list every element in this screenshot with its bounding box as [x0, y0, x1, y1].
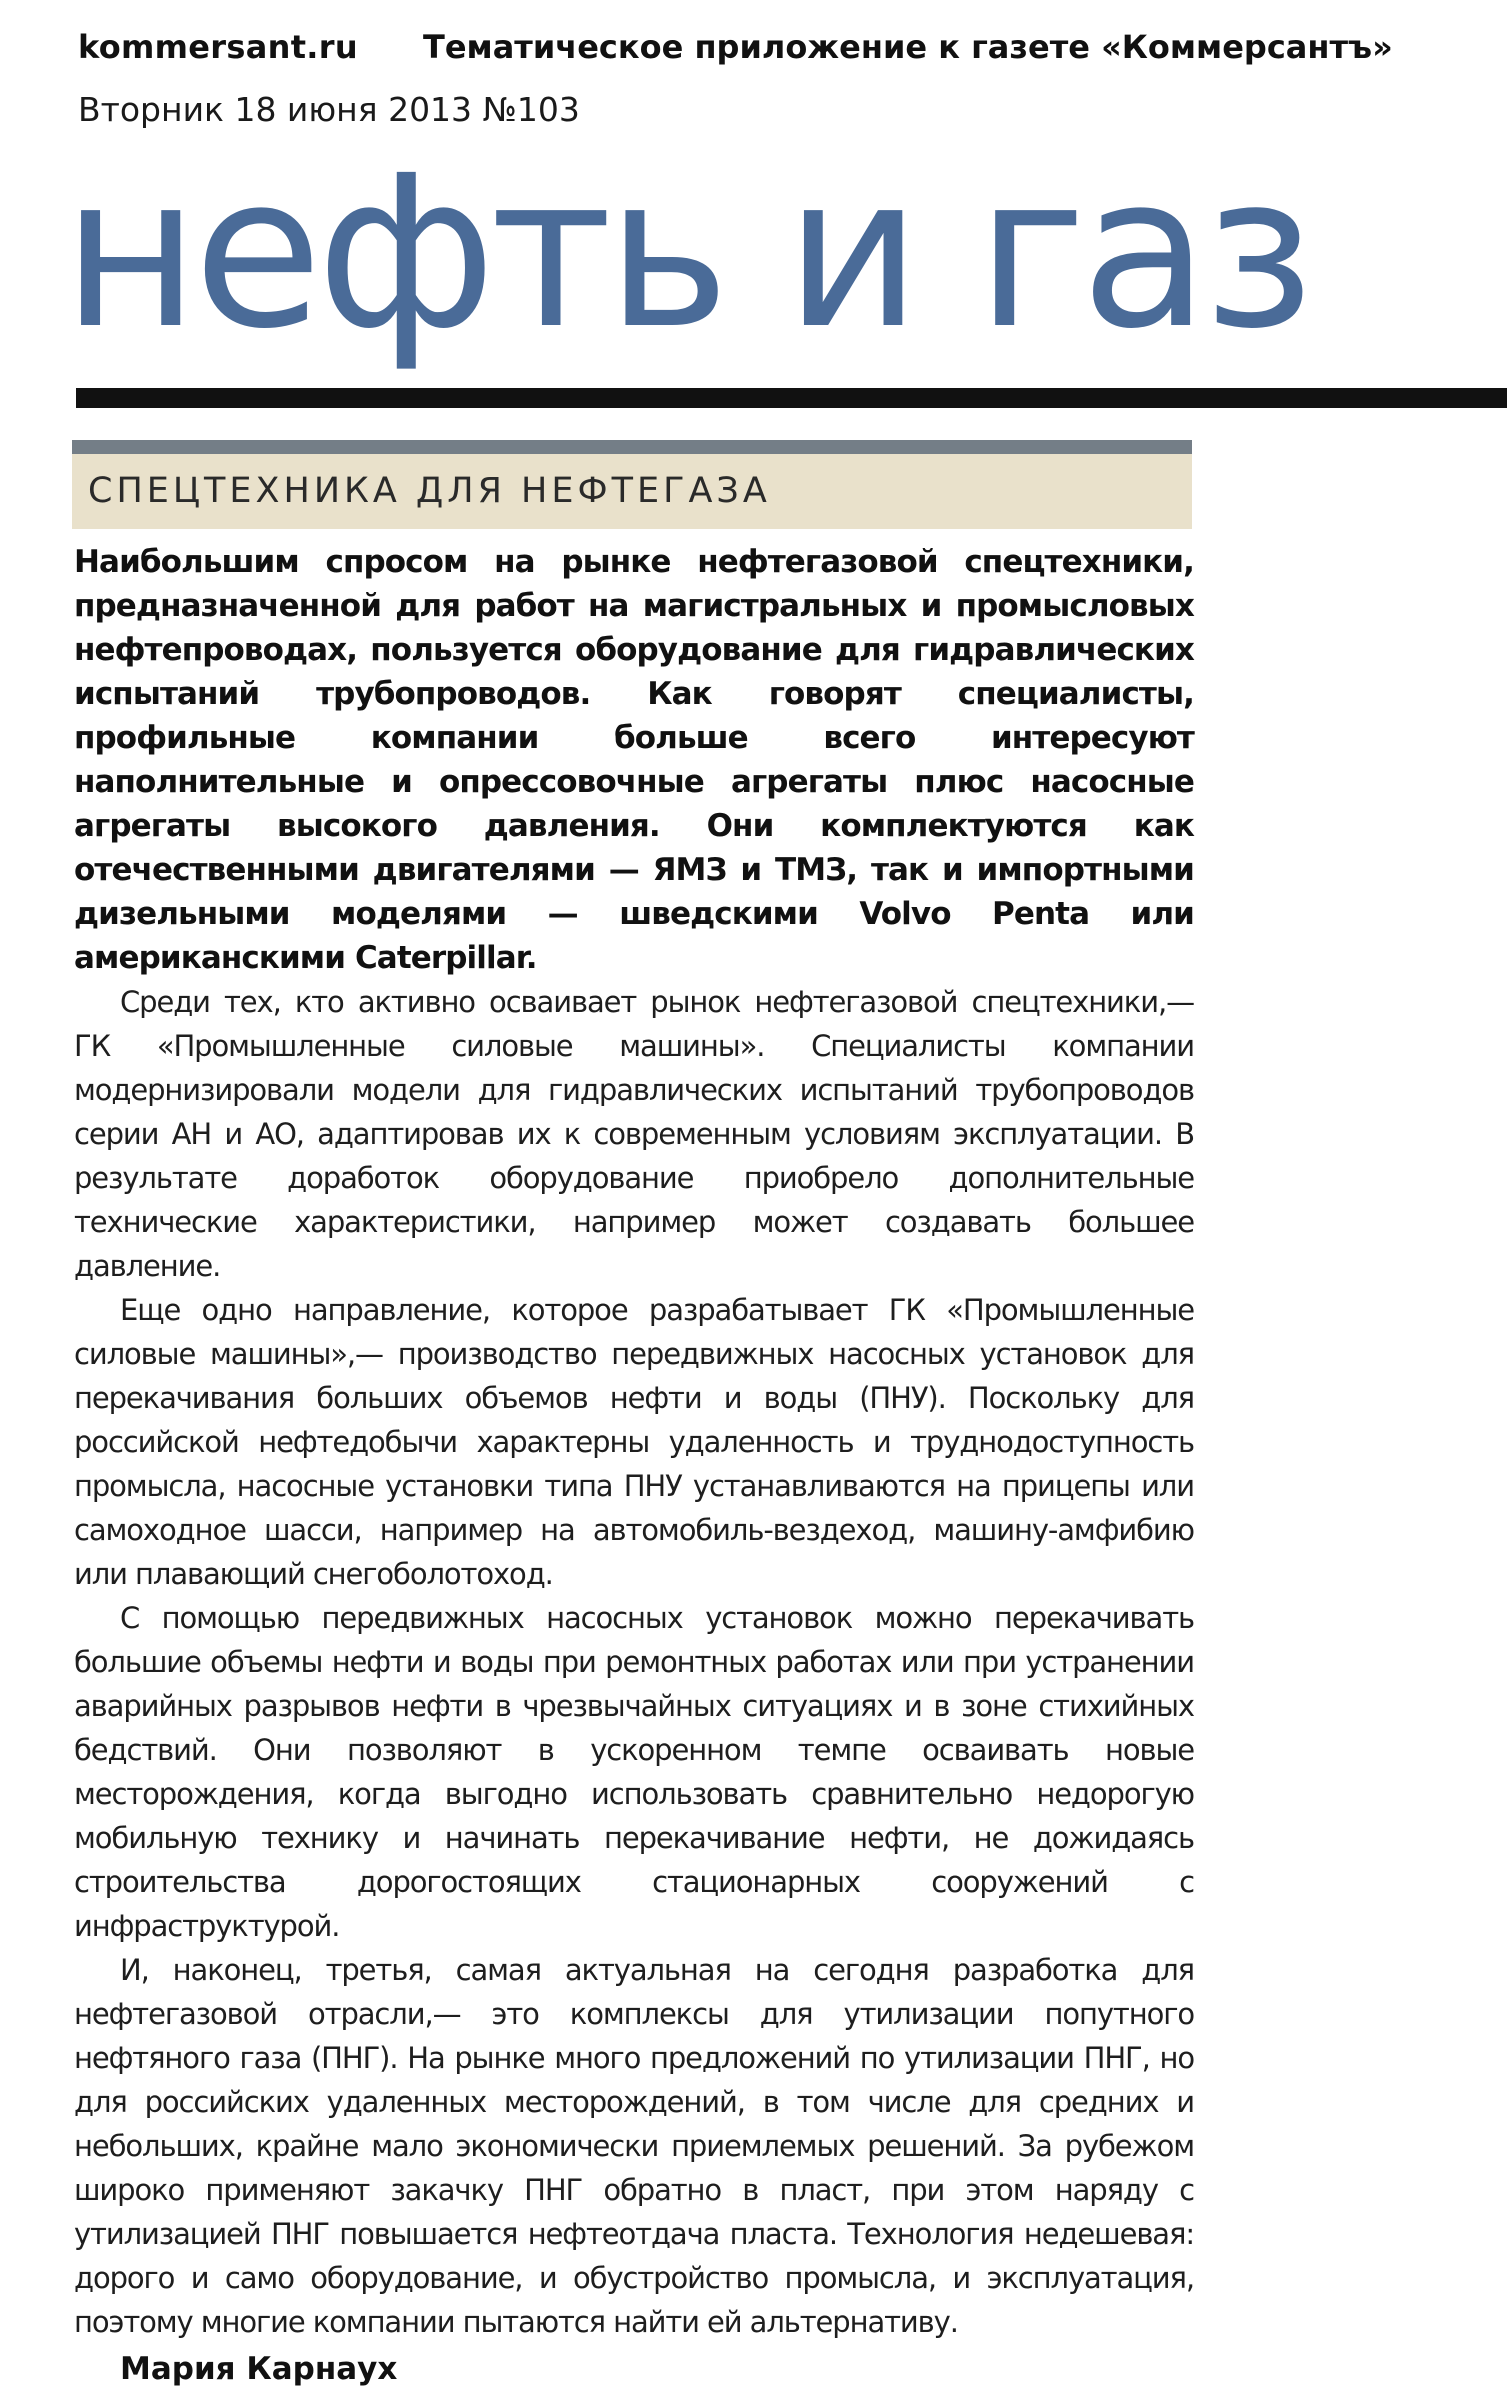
- section-bar-top-stripe: [72, 440, 1192, 454]
- article-author: Мария Карнаух: [120, 2351, 398, 2387]
- dateline: Вторник 18 июня 2013 №103: [78, 90, 580, 129]
- section-bar: [72, 454, 1192, 529]
- article-paragraph: И, наконец, третья, самая актуальная на сегодня разработка для нефтегазовой отрасли,— это комплексы для утилизации попутного нефтяного газа (ПНГ). На рынке много предложений по утилизации ПНГ, но для российских удаленных месторождений, в том числе для средних и небольших, крайне мало экономически приемлемых решений. За рубежом широко применяют закачку ПНГ обратно в пласт, при этом наряду с утилизацией ПНГ повышается нефтеотдача пласта. Технология недешевая: дорого и само оборудование, и обустройство промысла, и эксплуатация, поэтому многие компании пытаются найти ей альтернативу.: [74, 1953, 1194, 2339]
- article-lead: Наибольшим спросом на рынке нефтегазовой спецтехники, предназначенной для работ на магистральных и промысловых нефтепроводах, пользуется оборудование для гидравлических испытаний трубопроводов. Как говорят специалисты, профильные компании больше всего интересуют наполнительные и опрессовочные агрегаты плюс насосные агрегаты высокого давления. Они комплектуются как отечественными двигателями — ЯМЗ и ТМЗ, так и импортными дизельными моделями — шведскими Volvo Penta или американскими Caterpillar.: [74, 544, 1194, 976]
- page-title: нефть и газ: [62, 130, 1309, 375]
- section-label: СПЕЦТЕХНИКА ДЛЯ НЕФТЕГАЗА: [88, 471, 771, 511]
- title-rule: [76, 388, 1507, 408]
- article-paragraph: Среди тех, кто активно осваивает рынок нефтегазовой спецтехники,— ГК «Промышленные силовые машины». Специалисты компании модернизировали модели для гидравлических испытаний трубопроводов серии АН и АО, адаптировав их к современным условиям эксплуатации. В результате доработок оборудование приобрело дополнительные технические характеристики, например может создавать большее давление.: [74, 985, 1194, 1283]
- masthead: [78, 22, 1478, 72]
- article-body: [74, 540, 1194, 2394]
- article-paragraph: Еще одно направление, которое разрабатывает ГК «Промышленные силовые машины»,— производство передвижных насосных установок для перекачивания больших объемов нефти и воды (ПНУ). Поскольку для российской нефтедобычи характерны удаленность и труднодоступность промысла, насосные установки типа ПНУ устанавливаются на прицепы или самоходное шасси, например на автомобиль-вездеход, машину-амфибию или плавающий снегоболотоход.: [74, 1293, 1194, 1591]
- article-paragraph: С помощью передвижных насосных установок можно перекачивать большие объемы нефти и воды при ремонтных работах или при устранении аварийных разрывов нефти в чрезвычайных ситуациях и в зоне стихийных бедствий. Они позволяют в ускоренном темпе осваивать новые месторождения, когда выгодно использовать сравнительно недорогую мобильную технику и начинать перекачивание нефти, не дожидаясь строительства дорогостоящих стационарных сооружений с инфраструктурой.: [74, 1601, 1194, 1943]
- site-name: kommersant.ru: [78, 28, 358, 66]
- supplement-label: Тематическое приложение к газете «Коммерсантъ»: [423, 28, 1393, 66]
